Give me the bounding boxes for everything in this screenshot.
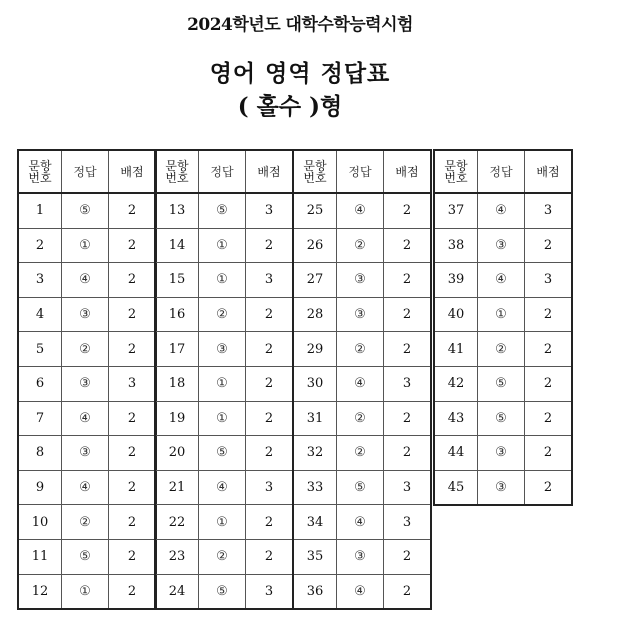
cell-answer: ⑤ bbox=[62, 193, 109, 228]
table-row bbox=[18, 505, 156, 540]
cell-number: 7 bbox=[18, 401, 62, 436]
cell-answer: ④ bbox=[478, 193, 525, 228]
cell-answer: ④ bbox=[478, 263, 525, 298]
cell-answer: ④ bbox=[62, 263, 109, 298]
header-number-line: 번호 bbox=[303, 170, 327, 185]
cell-answer: ② bbox=[199, 297, 246, 332]
table-row bbox=[155, 505, 293, 540]
cell-answer: ④ bbox=[199, 470, 246, 505]
header-score: 배점 bbox=[109, 150, 157, 193]
table-row bbox=[18, 436, 156, 471]
cell-answer: ④ bbox=[337, 193, 384, 228]
table-row bbox=[155, 193, 293, 228]
header-number-line: 번호 bbox=[28, 170, 52, 185]
header-number bbox=[293, 150, 337, 193]
cell-answer: ① bbox=[199, 366, 246, 401]
cell-number: 8 bbox=[18, 436, 62, 471]
cell-number: 14 bbox=[155, 228, 199, 263]
cell-number: 35 bbox=[293, 539, 337, 574]
cell-score: 2 bbox=[246, 505, 294, 540]
subject-title: 영어 영역 정답표 bbox=[209, 60, 391, 87]
cell-answer: ② bbox=[337, 401, 384, 436]
table-row bbox=[155, 470, 293, 505]
table-row bbox=[155, 539, 293, 574]
cell-answer: ③ bbox=[199, 332, 246, 367]
cell-answer: ① bbox=[478, 297, 525, 332]
cell-number: 9 bbox=[18, 470, 62, 505]
table-row bbox=[155, 401, 293, 436]
cell-answer: ④ bbox=[337, 366, 384, 401]
cell-score: 2 bbox=[246, 539, 294, 574]
cell-score: 3 bbox=[246, 263, 294, 298]
table-row bbox=[293, 332, 431, 367]
cell-number: 36 bbox=[293, 574, 337, 609]
table-row bbox=[155, 332, 293, 367]
cell-number: 2 bbox=[18, 228, 62, 263]
cell-number: 45 bbox=[434, 470, 478, 505]
cell-score: 2 bbox=[109, 401, 157, 436]
cell-score: 2 bbox=[525, 332, 573, 367]
table-row bbox=[293, 539, 431, 574]
cell-number: 31 bbox=[293, 401, 337, 436]
cell-answer: ③ bbox=[478, 436, 525, 471]
cell-number: 25 bbox=[293, 193, 337, 228]
table-row bbox=[293, 193, 431, 228]
cell-answer: ① bbox=[199, 228, 246, 263]
table-row bbox=[293, 297, 431, 332]
cell-number: 19 bbox=[155, 401, 199, 436]
cell-number: 16 bbox=[155, 297, 199, 332]
header-row bbox=[155, 150, 293, 193]
cell-number: 20 bbox=[155, 436, 199, 471]
cell-answer: ⑤ bbox=[199, 436, 246, 471]
table-row bbox=[293, 436, 431, 471]
header-number-line: 번호 bbox=[444, 170, 468, 185]
table-row bbox=[18, 228, 156, 263]
cell-number: 1 bbox=[18, 193, 62, 228]
cell-answer: ① bbox=[62, 574, 109, 609]
table-row bbox=[293, 401, 431, 436]
cell-score: 2 bbox=[384, 539, 432, 574]
table-row bbox=[293, 574, 431, 609]
header-number bbox=[155, 150, 199, 193]
table-row bbox=[434, 366, 572, 401]
cell-number: 18 bbox=[155, 366, 199, 401]
header-score: 배점 bbox=[384, 150, 432, 193]
answer-group-2 bbox=[154, 149, 294, 610]
cell-number: 28 bbox=[293, 297, 337, 332]
cell-answer: ③ bbox=[62, 436, 109, 471]
cell-number: 44 bbox=[434, 436, 478, 471]
cell-answer: ② bbox=[337, 332, 384, 367]
table-row bbox=[293, 366, 431, 401]
cell-answer: ③ bbox=[337, 263, 384, 298]
cell-number: 42 bbox=[434, 366, 478, 401]
cell-answer: ② bbox=[337, 436, 384, 471]
answer-group-4 bbox=[433, 149, 573, 506]
cell-answer: ② bbox=[337, 228, 384, 263]
cell-score: 2 bbox=[246, 366, 294, 401]
cell-answer: ⑤ bbox=[337, 470, 384, 505]
table-row bbox=[434, 228, 572, 263]
cell-number: 30 bbox=[293, 366, 337, 401]
cell-score: 2 bbox=[525, 228, 573, 263]
cell-answer: ③ bbox=[337, 539, 384, 574]
cell-number: 41 bbox=[434, 332, 478, 367]
header-score: 배점 bbox=[525, 150, 573, 193]
cell-score: 3 bbox=[246, 574, 294, 609]
table-row bbox=[434, 436, 572, 471]
cell-number: 12 bbox=[18, 574, 62, 609]
cell-score: 2 bbox=[525, 436, 573, 471]
cell-score: 2 bbox=[109, 332, 157, 367]
cell-score: 2 bbox=[246, 228, 294, 263]
header-number-line: 번호 bbox=[165, 170, 189, 185]
cell-answer: ⑤ bbox=[478, 366, 525, 401]
table-row bbox=[18, 470, 156, 505]
cell-answer: ④ bbox=[62, 401, 109, 436]
table-row bbox=[434, 401, 572, 436]
cell-number: 22 bbox=[155, 505, 199, 540]
cell-answer: ① bbox=[199, 505, 246, 540]
table-row bbox=[18, 332, 156, 367]
cell-score: 2 bbox=[384, 574, 432, 609]
cell-score: 2 bbox=[384, 297, 432, 332]
cell-score: 2 bbox=[246, 436, 294, 471]
cell-answer: ① bbox=[199, 401, 246, 436]
table-row bbox=[155, 366, 293, 401]
cell-number: 6 bbox=[18, 366, 62, 401]
cell-number: 26 bbox=[293, 228, 337, 263]
cell-score: 3 bbox=[384, 366, 432, 401]
cell-number: 37 bbox=[434, 193, 478, 228]
cell-number: 10 bbox=[18, 505, 62, 540]
cell-score: 2 bbox=[246, 297, 294, 332]
cell-score: 2 bbox=[109, 505, 157, 540]
cell-number: 38 bbox=[434, 228, 478, 263]
cell-number: 5 bbox=[18, 332, 62, 367]
cell-number: 32 bbox=[293, 436, 337, 471]
cell-number: 24 bbox=[155, 574, 199, 609]
cell-number: 11 bbox=[18, 539, 62, 574]
table-row bbox=[434, 297, 572, 332]
cell-score: 3 bbox=[384, 505, 432, 540]
table-row bbox=[18, 297, 156, 332]
table-row bbox=[155, 436, 293, 471]
cell-number: 33 bbox=[293, 470, 337, 505]
cell-answer: ② bbox=[199, 539, 246, 574]
table-row bbox=[155, 263, 293, 298]
cell-score: 2 bbox=[384, 263, 432, 298]
cell-score: 2 bbox=[109, 297, 157, 332]
cell-number: 34 bbox=[293, 505, 337, 540]
table-row bbox=[18, 366, 156, 401]
header-score: 배점 bbox=[246, 150, 294, 193]
cell-score: 3 bbox=[525, 193, 573, 228]
cell-score: 2 bbox=[109, 539, 157, 574]
cell-number: 23 bbox=[155, 539, 199, 574]
table-row bbox=[434, 332, 572, 367]
cell-number: 29 bbox=[293, 332, 337, 367]
cell-answer: ⑤ bbox=[62, 539, 109, 574]
cell-score: 2 bbox=[525, 470, 573, 505]
table-row bbox=[434, 470, 572, 505]
cell-answer: ② bbox=[62, 332, 109, 367]
cell-score: 2 bbox=[246, 332, 294, 367]
header-answer: 정답 bbox=[478, 150, 525, 193]
cell-score: 3 bbox=[525, 263, 573, 298]
header-row bbox=[293, 150, 431, 193]
cell-score: 2 bbox=[109, 574, 157, 609]
table-row bbox=[155, 574, 293, 609]
header-number-line: 문항 bbox=[28, 158, 52, 173]
cell-number: 4 bbox=[18, 297, 62, 332]
cell-number: 43 bbox=[434, 401, 478, 436]
header-row bbox=[18, 150, 156, 193]
cell-number: 39 bbox=[434, 263, 478, 298]
cell-score: 3 bbox=[246, 470, 294, 505]
table-row bbox=[293, 228, 431, 263]
header-answer: 정답 bbox=[62, 150, 109, 193]
cell-answer: ④ bbox=[337, 505, 384, 540]
table-row bbox=[434, 263, 572, 298]
cell-number: 15 bbox=[155, 263, 199, 298]
table-row bbox=[293, 263, 431, 298]
table-row bbox=[18, 193, 156, 228]
cell-score: 3 bbox=[109, 366, 157, 401]
table-row bbox=[293, 505, 431, 540]
table-row bbox=[18, 539, 156, 574]
cell-score: 2 bbox=[384, 193, 432, 228]
cell-answer: ② bbox=[478, 332, 525, 367]
cell-answer: ③ bbox=[337, 297, 384, 332]
cell-score: 2 bbox=[109, 228, 157, 263]
cell-score: 2 bbox=[384, 436, 432, 471]
cell-number: 13 bbox=[155, 193, 199, 228]
cell-score: 2 bbox=[525, 297, 573, 332]
header-number bbox=[434, 150, 478, 193]
cell-score: 2 bbox=[384, 401, 432, 436]
table-row bbox=[18, 401, 156, 436]
cell-score: 2 bbox=[109, 436, 157, 471]
cell-answer: ⑤ bbox=[478, 401, 525, 436]
header-number-line: 문항 bbox=[303, 158, 327, 173]
table-row bbox=[155, 297, 293, 332]
cell-answer: ③ bbox=[62, 297, 109, 332]
cell-answer: ④ bbox=[337, 574, 384, 609]
cell-number: 17 bbox=[155, 332, 199, 367]
cell-number: 21 bbox=[155, 470, 199, 505]
cell-score: 3 bbox=[384, 470, 432, 505]
table-row bbox=[18, 263, 156, 298]
cell-answer: ③ bbox=[478, 470, 525, 505]
cell-score: 2 bbox=[525, 366, 573, 401]
cell-number: 27 bbox=[293, 263, 337, 298]
cell-answer: ② bbox=[62, 505, 109, 540]
cell-score: 2 bbox=[384, 228, 432, 263]
cell-score: 2 bbox=[525, 401, 573, 436]
table-row bbox=[18, 574, 156, 609]
table-row bbox=[434, 193, 572, 228]
cell-answer: ③ bbox=[62, 366, 109, 401]
cell-answer: ④ bbox=[62, 470, 109, 505]
cell-number: 40 bbox=[434, 297, 478, 332]
cell-number: 3 bbox=[18, 263, 62, 298]
cell-score: 2 bbox=[109, 193, 157, 228]
header-row bbox=[434, 150, 572, 193]
cell-answer: ① bbox=[62, 228, 109, 263]
header-number-line: 문항 bbox=[165, 158, 189, 173]
exam-title: 2024학년도 대학수학능력시험 bbox=[187, 15, 413, 35]
answer-group-3 bbox=[292, 149, 432, 610]
cell-answer: ⑤ bbox=[199, 574, 246, 609]
cell-score: 2 bbox=[384, 332, 432, 367]
header-answer: 정답 bbox=[337, 150, 384, 193]
table-row bbox=[293, 470, 431, 505]
cell-score: 2 bbox=[109, 263, 157, 298]
cell-score: 3 bbox=[246, 193, 294, 228]
cell-answer: ③ bbox=[478, 228, 525, 263]
table-row bbox=[155, 228, 293, 263]
header-answer: 정답 bbox=[199, 150, 246, 193]
form-type: ( 홀수 )형 bbox=[237, 93, 343, 120]
header-number-line: 문항 bbox=[444, 158, 468, 173]
cell-score: 2 bbox=[246, 401, 294, 436]
cell-answer: ⑤ bbox=[199, 193, 246, 228]
header-number bbox=[18, 150, 62, 193]
cell-score: 2 bbox=[109, 470, 157, 505]
answer-group-1 bbox=[17, 149, 157, 610]
cell-answer: ① bbox=[199, 263, 246, 298]
